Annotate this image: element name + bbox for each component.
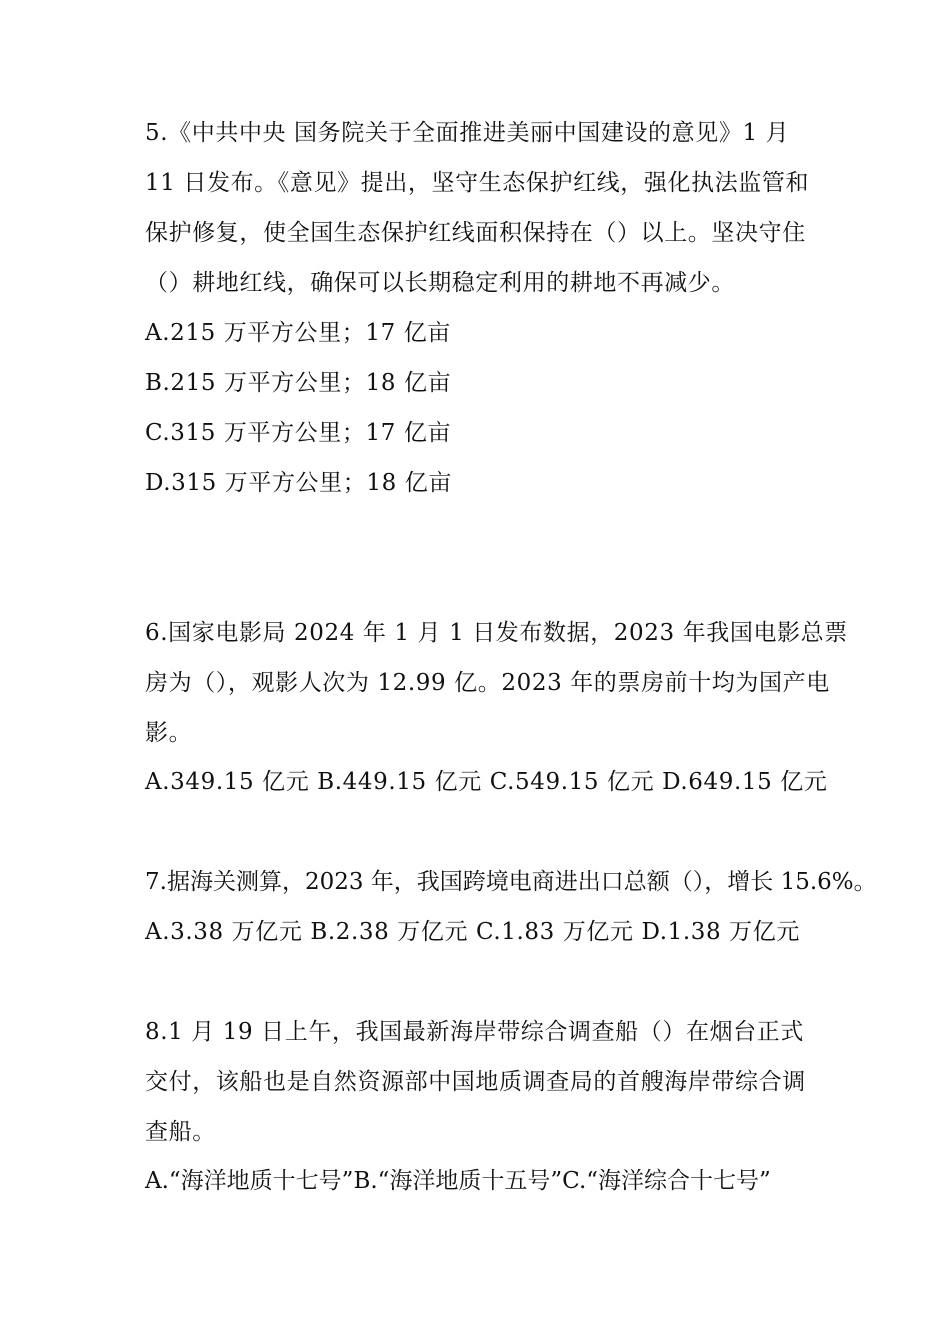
q5-option-b: B.215 万平方公里；18 亿亩 xyxy=(145,370,452,396)
q7-stem-line-1: 7.据海关测算，2023 年，我国跨境电商进出口总额（），增长 15.6%。 xyxy=(145,869,877,895)
q5-stem-line-3: 保护修复，使全国生态保护红线面积保持在（）以上。坚决守住 xyxy=(145,220,806,246)
q5-option-c: C.315 万平方公里；17 亿亩 xyxy=(145,420,452,446)
q5-stem-line-1: 5.《中共中央 国务院关于全面推进美丽中国建设的意见》1 月 xyxy=(145,120,790,146)
q6-stem-line-2: 房为（），观影人次为 12.99 亿。2023 年的票房前十均为国产电 xyxy=(145,670,830,696)
q6-options: A.349.15 亿元 B.449.15 亿元 C.549.15 亿元 D.649.15 亿元 xyxy=(145,769,828,795)
q5-stem-line-4: （）耕地红线，确保可以长期稳定利用的耕地不再减少。 xyxy=(145,270,735,296)
q8-options: A.“海洋地质十七号”B.“海洋地质十五号”C.“海洋综合十七号” xyxy=(145,1168,771,1194)
q7-options: A.3.38 万亿元 B.2.38 万亿元 C.1.83 万亿元 D.1.38 万亿元 xyxy=(145,919,800,945)
q6-stem-line-1: 6.国家电影局 2024 年 1 月 1 日发布数据，2023 年我国电影总票 xyxy=(145,620,848,646)
q8-stem-line-3: 查船。 xyxy=(145,1119,216,1145)
q8-stem-line-1: 8.1 月 19 日上午，我国最新海岸带综合调查船（）在烟台正式 xyxy=(145,1019,804,1045)
q5-option-d: D.315 万平方公里；18 亿亩 xyxy=(145,470,452,496)
q5-stem-line-2: 11 日发布。《意见》提出，坚守生态保护红线，强化执法监管和 xyxy=(145,170,810,196)
q5-option-a: A.215 万平方公里；17 亿亩 xyxy=(145,320,451,346)
q6-stem-line-3: 影。 xyxy=(145,720,193,746)
q8-stem-line-2: 交付，该船也是自然资源部中国地质调查局的首艘海岸带综合调 xyxy=(145,1069,806,1095)
